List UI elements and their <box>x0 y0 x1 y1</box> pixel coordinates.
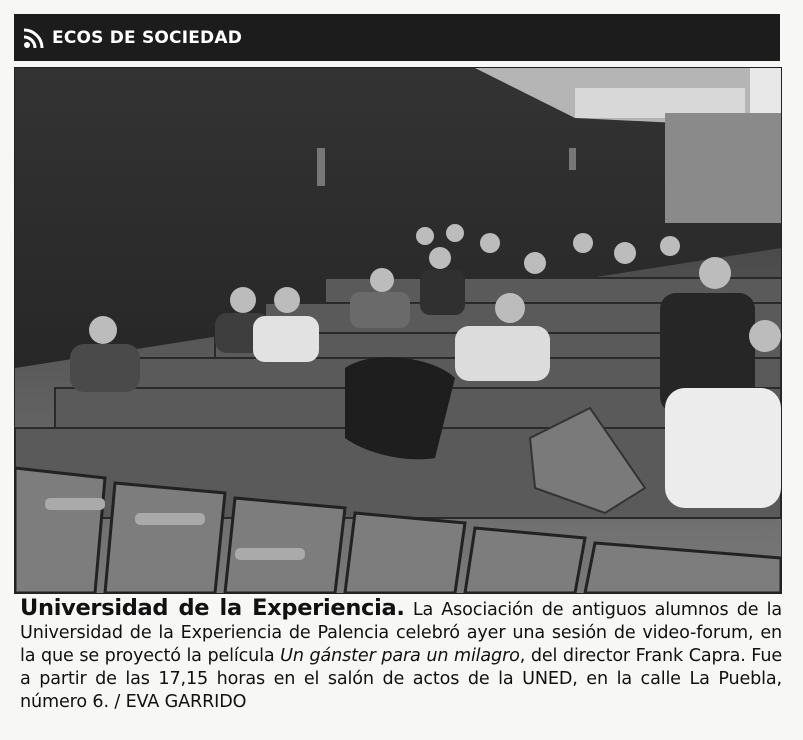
caption-film-title: Un gánster para un milagro <box>280 646 520 666</box>
caption-headline: Universidad de la Experiencia. <box>20 595 405 621</box>
caption-body-1: La Asociación de antiguos alumnos de la Universidad de la Experiencia de Palencia celebró ayer una sesión de video-forum, en la que se proyectó la película <box>20 600 782 666</box>
auditorium-illustration <box>15 68 781 593</box>
rss-feed-icon <box>22 26 46 50</box>
auditorium-photo <box>14 67 782 594</box>
photo-caption <box>20 597 782 714</box>
section-header <box>14 14 780 61</box>
caption-body-2: , del director Frank Capra. Fue a partir de las 17,15 horas en el salón de actos de la UNED, en la calle La Puebla, número 6. <box>20 646 782 712</box>
caption-credit: / EVA GARRIDO <box>114 692 247 712</box>
section-title: ECOS DE SOCIEDAD <box>52 27 243 48</box>
